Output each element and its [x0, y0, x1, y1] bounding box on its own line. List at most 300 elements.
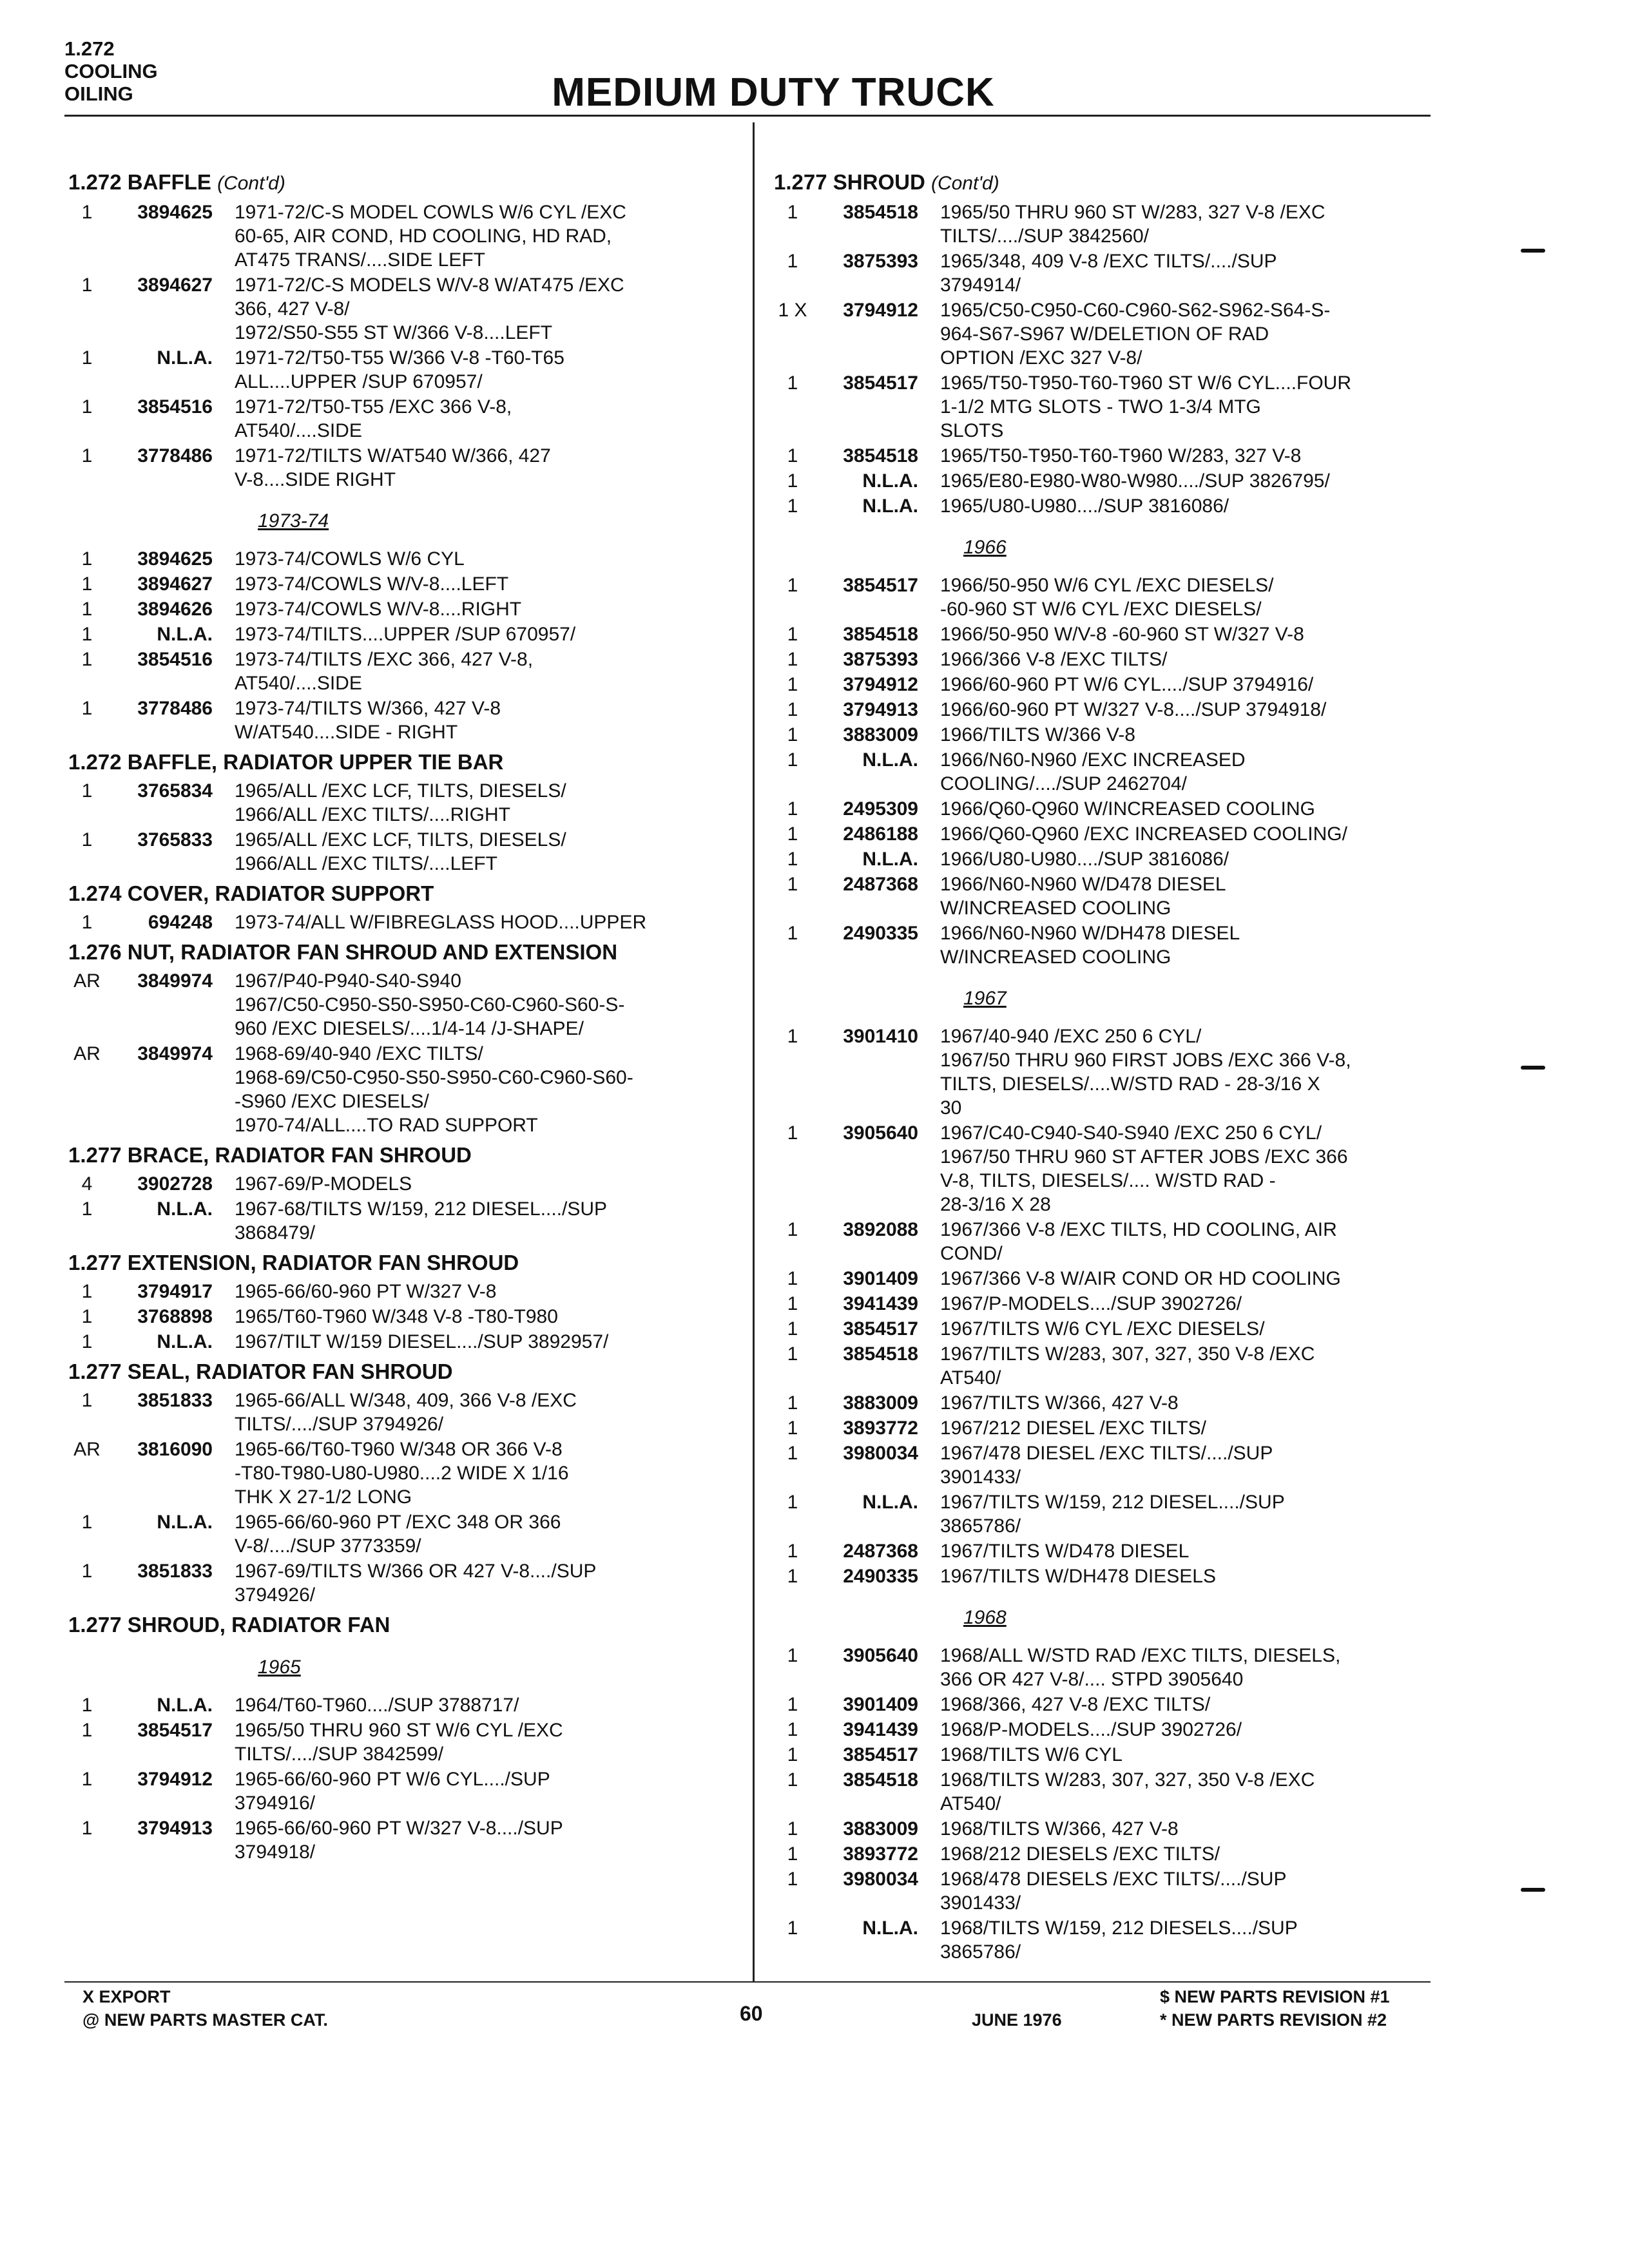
part-description: 1967/TILT W/159 DIESEL..../SUP 3892957/ — [235, 1331, 609, 1352]
part-description: 1965-66/60-960 PT W/327 V-8 — [235, 1281, 497, 1302]
part-description: 1973-74/COWLS W/6 CYL — [235, 548, 465, 570]
master-note: @ NEW PARTS MASTER CAT. — [82, 2010, 328, 2030]
part-entry — [770, 469, 1498, 493]
part-number: 3892088 — [843, 1219, 918, 1240]
part-description: 1967/TILTS W/159, 212 DIESEL..../SUP 3865786/ — [940, 1492, 1285, 1537]
continued-label: (Cont'd) — [930, 173, 999, 194]
part-number: 3794913 — [843, 699, 918, 720]
quantity: 1 — [787, 1268, 798, 1289]
quantity: 1 — [787, 1645, 798, 1666]
quantity: AR — [73, 1043, 101, 1064]
part-entry — [64, 200, 735, 272]
part-entry — [64, 1042, 735, 1137]
part-description: 1968-69/40-940 /EXC TILTS/ 1968-69/C50-C950-S50-S950-C60-C960-S60- -S960 /EXC DIESELS/ 1970-74/ALL....TO RAD SUPPORT — [235, 1043, 633, 1136]
section-label: BAFFLE — [127, 170, 211, 194]
part-number: 3851833 — [137, 1390, 213, 1411]
column-divider — [753, 122, 755, 1981]
quantity: 1 — [787, 1719, 798, 1740]
part-entry — [64, 1305, 735, 1329]
section-oiling: OILING — [64, 82, 133, 105]
part-number: 2490335 — [843, 923, 918, 944]
part-entry — [770, 249, 1498, 297]
part-description: 1966/N60-N960 W/DH478 DIESEL W/INCREASED COOLING — [940, 923, 1240, 968]
part-description: 1968/TILTS W/159, 212 DIESELS..../SUP 3865786/ — [940, 1917, 1298, 1963]
section-cooling: COOLING — [64, 60, 158, 82]
part-description: 1973-74/TILTS....UPPER /SUP 670957/ — [235, 624, 576, 645]
section-label: BAFFLE, RADIATOR UPPER TIE BAR — [127, 750, 504, 774]
part-description: 1967/TILTS W/366, 427 V-8 — [940, 1392, 1179, 1414]
quantity: 1 — [787, 445, 798, 466]
revision-note-1: $ NEW PARTS REVISION #1 — [1160, 1987, 1390, 2006]
part-number: N.L.A. — [862, 849, 918, 870]
quantity: 1 — [787, 874, 798, 895]
part-entry — [64, 1437, 735, 1509]
part-number: 3816090 — [137, 1439, 213, 1460]
part-entry — [770, 298, 1498, 370]
part-number: N.L.A. — [157, 1512, 213, 1533]
part-entry — [770, 797, 1498, 821]
quantity: 1 — [81, 1818, 93, 1839]
quantity: 1 — [787, 674, 798, 695]
part-description: 1965/E80-E980-W80-W980..../SUP 3826795/ — [940, 470, 1330, 492]
quantity: 1 — [787, 1566, 798, 1587]
quantity: 1 — [787, 1343, 798, 1365]
part-entry — [770, 1867, 1498, 1915]
quantity: 1 — [787, 1917, 798, 1939]
section-num: 1.276 — [68, 940, 122, 964]
part-entry — [770, 1817, 1498, 1841]
part-number: 3901409 — [843, 1694, 918, 1715]
part-number: 3894627 — [137, 274, 213, 296]
quantity: 1 — [787, 1843, 798, 1865]
part-number: 3893772 — [843, 1843, 918, 1865]
part-entry — [64, 1280, 735, 1303]
part-entry — [770, 1842, 1498, 1866]
part-number: N.L.A. — [157, 624, 213, 645]
section-label: COVER, RADIATOR SUPPORT — [127, 881, 434, 905]
quantity: 1 — [81, 599, 93, 620]
part-description: 1971-72/T50-T55 W/366 V-8 -T60-T65 ALL....UPPER /SUP 670957/ — [235, 347, 564, 392]
part-entry — [770, 573, 1498, 621]
part-description: 1967/TILTS W/D478 DIESEL — [940, 1541, 1190, 1562]
part-description: 1971-72/C-S MODEL COWLS W/6 CYL /EXC 60-65, AIR COND, HD COOLING, HD RAD, AT475 TRANS/....SIDE LEFT — [235, 202, 626, 271]
part-description: 1967/TILTS W/283, 307, 327, 350 V-8 /EXC AT540/ — [940, 1343, 1315, 1389]
part-number: 3849974 — [137, 1043, 213, 1064]
quantity: 1 — [787, 575, 798, 596]
part-entry — [64, 597, 735, 621]
part-entry — [64, 1510, 735, 1558]
part-entry — [64, 572, 735, 596]
section-label: NUT, RADIATOR FAN SHROUD AND EXTENSION — [127, 940, 618, 964]
part-entry — [770, 1564, 1498, 1588]
section-heading — [68, 749, 735, 775]
part-entry — [64, 547, 735, 571]
section-heading — [68, 881, 735, 907]
part-number: 3901410 — [843, 1026, 918, 1047]
part-entry — [64, 1718, 735, 1766]
section-num: 1.274 — [68, 881, 122, 905]
part-entry — [64, 910, 735, 934]
part-entry — [770, 648, 1498, 671]
quantity: 1 — [81, 445, 93, 466]
part-entry — [770, 494, 1498, 518]
part-entry — [64, 1816, 735, 1864]
quantity: 1 — [787, 372, 798, 394]
quantity: 1 — [81, 1695, 93, 1716]
part-description: 1968/P-MODELS..../SUP 3902726/ — [940, 1719, 1242, 1740]
quantity: 1 — [787, 1122, 798, 1144]
quantity: 1 — [787, 495, 798, 517]
quantity: 1 — [81, 1198, 93, 1220]
quantity: 1 — [81, 396, 93, 418]
part-number: 3849974 — [137, 970, 213, 992]
part-description: 1965-66/60-960 PT W/327 V-8..../SUP 3794918/ — [235, 1818, 563, 1863]
year-subheading: 1965 — [258, 1657, 301, 1678]
part-entry — [64, 346, 735, 394]
quantity: 1 — [787, 1694, 798, 1715]
part-description: 1967/P-MODELS..../SUP 3902726/ — [940, 1293, 1242, 1314]
part-description: 1968/TILTS W/366, 427 V-8 — [940, 1818, 1179, 1840]
part-entry — [770, 1391, 1498, 1415]
left-column — [64, 164, 735, 1865]
quantity: 1 — [81, 1512, 93, 1533]
part-number: 3901409 — [843, 1268, 918, 1289]
part-entry — [770, 1441, 1498, 1489]
export-note: X EXPORT — [82, 1987, 171, 2006]
quantity: AR — [73, 1439, 101, 1460]
part-number: 3854517 — [843, 372, 918, 394]
part-entry — [770, 698, 1498, 722]
quantity: 1 — [81, 912, 93, 933]
quantity: 1 — [787, 1026, 798, 1047]
quantity: 1 — [787, 849, 798, 870]
part-description: 1966/50-950 W/6 CYL /EXC DIESELS/ -60-960 ST W/6 CYL /EXC DIESELS/ — [940, 575, 1274, 620]
quantity: 1 — [81, 548, 93, 570]
right-column — [770, 164, 1498, 1965]
part-entry — [770, 1342, 1498, 1390]
quantity: 1 — [81, 1331, 93, 1352]
part-entry — [64, 1767, 735, 1815]
quantity: 1 — [787, 649, 798, 670]
part-description: 1965/T50-T950-T60-T960 ST W/6 CYL....FOUR 1-1/2 MTG SLOTS - TWO 1-3/4 MTG SLOTS — [940, 372, 1352, 441]
part-number: 3941439 — [843, 1293, 918, 1314]
part-entry — [770, 1916, 1498, 1964]
part-number: 3794912 — [843, 674, 918, 695]
part-entry — [770, 1490, 1498, 1538]
page-title: MEDIUM DUTY TRUCK — [552, 70, 995, 115]
part-description: 1966/60-960 PT W/6 CYL..../SUP 3794916/ — [940, 674, 1314, 695]
part-number: 3883009 — [843, 1392, 918, 1414]
part-entry — [64, 1559, 735, 1607]
part-number: 3854518 — [843, 1769, 918, 1791]
part-number: 3854518 — [843, 202, 918, 223]
part-number: N.L.A. — [862, 1917, 918, 1939]
quantity: 1 — [787, 699, 798, 720]
part-number: N.L.A. — [157, 1331, 213, 1352]
part-number: N.L.A. — [862, 470, 918, 492]
part-entry — [770, 822, 1498, 846]
revision-marker — [1521, 1888, 1545, 1892]
revision-note-2: * NEW PARTS REVISION #2 — [1160, 2010, 1387, 2030]
part-entry — [770, 1693, 1498, 1716]
part-description: 1966/U80-U980..../SUP 3816086/ — [940, 849, 1229, 870]
quantity: 1 — [787, 1392, 798, 1414]
part-number: 694248 — [148, 912, 213, 933]
part-description: 1966/366 V-8 /EXC TILTS/ — [940, 649, 1168, 670]
part-number: 3980034 — [843, 1869, 918, 1890]
part-description: 1967-69/P-MODELS — [235, 1173, 412, 1195]
part-number: N.L.A. — [862, 1492, 918, 1513]
part-entry — [770, 1743, 1498, 1767]
part-entry — [770, 1024, 1498, 1120]
year-subheading: 1966 — [963, 537, 1007, 558]
section-num: 1.277 — [68, 1360, 122, 1383]
section-heading — [774, 169, 1498, 197]
part-number: 2487368 — [843, 1541, 918, 1562]
part-number: 3854517 — [137, 1720, 213, 1741]
part-number: 3905640 — [843, 1645, 918, 1666]
quantity: 1 — [787, 1818, 798, 1840]
part-entry — [770, 1416, 1498, 1440]
section-label: SEAL, RADIATOR FAN SHROUD — [127, 1360, 453, 1383]
part-entry — [64, 444, 735, 492]
quantity: 1 — [81, 1769, 93, 1790]
year-subheading: 1973-74 — [258, 510, 329, 532]
section-heading — [68, 169, 735, 197]
quantity: 1 — [787, 1869, 798, 1890]
part-number: 3854517 — [843, 575, 918, 596]
quantity: 1 — [787, 749, 798, 771]
quantity: 1 — [787, 202, 798, 223]
quantity: 1 — [81, 780, 93, 802]
quantity: 1 — [81, 1281, 93, 1302]
part-entry — [770, 1292, 1498, 1316]
part-number: 3854518 — [843, 445, 918, 466]
part-description: 1965/T50-T950-T60-T960 W/283, 327 V-8 — [940, 445, 1302, 466]
part-number: 3765833 — [137, 829, 213, 850]
part-entry — [64, 1389, 735, 1436]
part-number: 3894626 — [137, 599, 213, 620]
section-label: SHROUD — [833, 170, 925, 194]
part-entry — [64, 273, 735, 345]
part-description: 1968/478 DIESELS /EXC TILTS/..../SUP 3901433/ — [940, 1869, 1287, 1914]
quantity: 1 — [787, 724, 798, 745]
quantity: 1 — [787, 1541, 798, 1562]
part-description: 1971-72/T50-T55 /EXC 366 V-8, AT540/....SIDE — [235, 396, 512, 441]
part-description: 1967/40-940 /EXC 250 6 CYL/ 1967/50 THRU 960 FIRST JOBS /EXC 366 V-8, TILTS, DIESELS/....W/STD RAD - 28-3/16 X 30 — [940, 1026, 1351, 1119]
part-number: 3902728 — [137, 1173, 213, 1195]
part-entry — [770, 1267, 1498, 1291]
quantity: 1 — [787, 1492, 798, 1513]
part-entry — [770, 847, 1498, 871]
part-description: 1973-74/ALL W/FIBREGLASS HOOD....UPPER — [235, 912, 647, 933]
part-entry — [770, 872, 1498, 920]
part-number: 3875393 — [843, 649, 918, 670]
part-description: 1966/N60-N960 W/D478 DIESEL W/INCREASED COOLING — [940, 874, 1226, 919]
part-number: 3875393 — [843, 251, 918, 272]
part-description: 1971-72/C-S MODELS W/V-8 W/AT475 /EXC 366, 427 V-8/ 1972/S50-S55 ST W/366 V-8....LEFT — [235, 274, 624, 343]
part-number: N.L.A. — [157, 347, 213, 369]
quantity: 1 — [81, 698, 93, 719]
section-label: BRACE, RADIATOR FAN SHROUD — [127, 1143, 472, 1167]
part-number: 3778486 — [137, 698, 213, 719]
part-number: 3765834 — [137, 780, 213, 802]
part-description: 1965/U80-U980..../SUP 3816086/ — [940, 495, 1229, 517]
part-description: 1965-66/60-960 PT /EXC 348 OR 366 V-8/..../SUP 3773359/ — [235, 1512, 561, 1557]
part-entry — [64, 648, 735, 695]
part-description: 1973-74/COWLS W/V-8....LEFT — [235, 573, 509, 595]
part-number: 3854518 — [843, 624, 918, 645]
part-description: 1965/T60-T960 W/348 V-8 -T80-T980 — [235, 1306, 558, 1327]
part-number: 3778486 — [137, 445, 213, 466]
part-entry — [64, 1172, 735, 1196]
part-description: 1967/TILTS W/6 CYL /EXC DIESELS/ — [940, 1318, 1265, 1340]
part-entry — [64, 1330, 735, 1354]
part-entry — [770, 1539, 1498, 1563]
page-number: 60 — [740, 2002, 763, 2025]
part-entry — [770, 200, 1498, 248]
quantity: 1 — [81, 573, 93, 595]
part-entry — [770, 723, 1498, 747]
part-number: 2487368 — [843, 874, 918, 895]
part-description: 1966/Q60-Q960 /EXC INCREASED COOLING/ — [940, 823, 1347, 845]
part-description: 1968/212 DIESELS /EXC TILTS/ — [940, 1843, 1220, 1865]
quantity: 1 — [787, 1219, 798, 1240]
section-num: 1.277 — [68, 1251, 122, 1274]
section-codes — [64, 37, 158, 105]
quantity: 1 — [787, 251, 798, 272]
part-number: 3980034 — [843, 1443, 918, 1464]
quantity: 1 — [81, 1306, 93, 1327]
part-number: 3794912 — [137, 1769, 213, 1790]
section-heading — [68, 1142, 735, 1168]
part-entry — [64, 395, 735, 443]
part-entry — [64, 969, 735, 1041]
part-number: 2486188 — [843, 823, 918, 845]
part-entry — [64, 1197, 735, 1245]
part-entry — [64, 779, 735, 827]
section-num: 1.277 — [68, 1143, 122, 1167]
part-number: 3854516 — [137, 649, 213, 670]
quantity: 1 — [81, 649, 93, 670]
part-description: 1968/366, 427 V-8 /EXC TILTS/ — [940, 1694, 1211, 1715]
revision-marker — [1521, 249, 1545, 253]
section-label: SHROUD, RADIATOR FAN — [127, 1613, 390, 1637]
part-description: 1967/P40-P940-S40-S940 1967/C50-C950-S50-S950-C60-C960-S60-S- 960 /EXC DIESELS/....1/4-14 /J-SHAPE/ — [235, 970, 625, 1039]
part-description: 1967/212 DIESEL /EXC TILTS/ — [940, 1418, 1206, 1439]
part-description: 1968/TILTS W/283, 307, 327, 350 V-8 /EXC AT540/ — [940, 1769, 1315, 1814]
part-description: 1967/C40-C940-S40-S940 /EXC 250 6 CYL/ 1967/50 THRU 960 ST AFTER JOBS /EXC 366 V-8, TILTS, DIESELS/.... W/STD RAD - 28-3/16 X 28 — [940, 1122, 1348, 1215]
part-number: N.L.A. — [862, 749, 918, 771]
part-description: 1973-74/TILTS W/366, 427 V-8 W/AT540....SIDE - RIGHT — [235, 698, 501, 743]
quantity: 1 — [787, 823, 798, 845]
quantity: 1 — [787, 1744, 798, 1765]
part-number: 3941439 — [843, 1719, 918, 1740]
part-entry — [770, 1644, 1498, 1691]
part-description: 1967-69/TILTS W/366 OR 427 V-8..../SUP 3794926/ — [235, 1561, 597, 1606]
quantity: 1 — [787, 798, 798, 820]
part-description: 1965/50 THRU 960 ST W/283, 327 V-8 /EXC TILTS/..../SUP 3842560/ — [940, 202, 1325, 247]
part-entry — [64, 622, 735, 646]
part-entry — [64, 828, 735, 876]
part-description: 1965/ALL /EXC LCF, TILTS, DIESELS/ 1966/ALL /EXC TILTS/....LEFT — [235, 829, 566, 874]
part-number: 3894627 — [137, 573, 213, 595]
part-number: N.L.A. — [157, 1695, 213, 1716]
revision-marker — [1521, 1066, 1545, 1070]
part-number: 3794912 — [843, 300, 918, 321]
quantity: 1 — [81, 1720, 93, 1741]
part-number: 3768898 — [137, 1306, 213, 1327]
part-description: 1965/ALL /EXC LCF, TILTS, DIESELS/ 1966/ALL /EXC TILTS/....RIGHT — [235, 780, 566, 825]
quantity: 1 — [81, 829, 93, 850]
part-number: 2490335 — [843, 1566, 918, 1587]
section-heading — [68, 939, 735, 965]
part-description: 1967/366 V-8 /EXC TILTS, HD COOLING, AIR COND/ — [940, 1219, 1337, 1264]
quantity: AR — [73, 970, 101, 992]
part-description: 1967/366 V-8 W/AIR COND OR HD COOLING — [940, 1268, 1341, 1289]
part-description: 1973-74/TILTS /EXC 366, 427 V-8, AT540/....SIDE — [235, 649, 534, 694]
section-heading — [68, 1359, 735, 1385]
part-number: 3894625 — [137, 548, 213, 570]
quantity: 1 — [787, 624, 798, 645]
part-description: 1967/TILTS W/DH478 DIESELS — [940, 1566, 1216, 1587]
section-num: 1.272 — [68, 750, 122, 774]
part-entry — [770, 1121, 1498, 1216]
part-entry — [64, 1693, 735, 1717]
part-description: 1967-68/TILTS W/159, 212 DIESEL..../SUP 3868479/ — [235, 1198, 608, 1244]
continued-label: (Cont'd) — [217, 173, 285, 194]
part-entry — [770, 748, 1498, 796]
part-number: 3893772 — [843, 1418, 918, 1439]
header-rule — [64, 115, 1431, 117]
part-number: 2495309 — [843, 798, 918, 820]
part-description: 1968/TILTS W/6 CYL — [940, 1744, 1123, 1765]
part-number: 3854517 — [843, 1318, 918, 1340]
part-entry — [770, 1317, 1498, 1341]
part-entry — [770, 1718, 1498, 1742]
part-number: 3894625 — [137, 202, 213, 223]
quantity: 1 — [787, 1418, 798, 1439]
part-number: 3794913 — [137, 1818, 213, 1839]
part-entry — [770, 1218, 1498, 1265]
part-description: 1971-72/TILTS W/AT540 W/366, 427 V-8....SIDE RIGHT — [235, 445, 551, 490]
section-number: 1.272 — [64, 37, 115, 60]
part-description: 1968/ALL W/STD RAD /EXC TILTS, DIESELS, 366 OR 427 V-8/.... STPD 3905640 — [940, 1645, 1341, 1690]
quantity: 1 — [787, 470, 798, 492]
quantity: 4 — [81, 1173, 93, 1195]
revision-date: JUNE 1976 — [972, 2010, 1062, 2030]
year-subheading: 1968 — [963, 1607, 1007, 1628]
part-number: 3854518 — [843, 1343, 918, 1365]
part-number: N.L.A. — [862, 495, 918, 517]
part-description: 1966/N60-N960 /EXC INCREASED COOLING/..../SUP 2462704/ — [940, 749, 1246, 794]
part-number: 3794917 — [137, 1281, 213, 1302]
part-description: 1965-66/ALL W/348, 409, 366 V-8 /EXC TILTS/..../SUP 3794926/ — [235, 1390, 577, 1435]
quantity: 1 — [787, 923, 798, 944]
section-label: EXTENSION, RADIATOR FAN SHROUD — [127, 1251, 519, 1274]
part-number: N.L.A. — [157, 1198, 213, 1220]
year-subheading: 1967 — [963, 988, 1007, 1009]
part-description: 1965/50 THRU 960 ST W/6 CYL /EXC TILTS/..../SUP 3842599/ — [235, 1720, 563, 1765]
quantity: 1 — [81, 1390, 93, 1411]
part-description: 1966/50-950 W/V-8 -60-960 ST W/327 V-8 — [940, 624, 1304, 645]
section-num: 1.272 — [68, 170, 122, 194]
section-heading — [68, 1612, 735, 1638]
part-description: 1965/348, 409 V-8 /EXC TILTS/..../SUP 3794914/ — [940, 251, 1277, 296]
part-number: 3851833 — [137, 1561, 213, 1582]
part-number: 3854517 — [843, 1744, 918, 1765]
part-entry — [770, 371, 1498, 443]
